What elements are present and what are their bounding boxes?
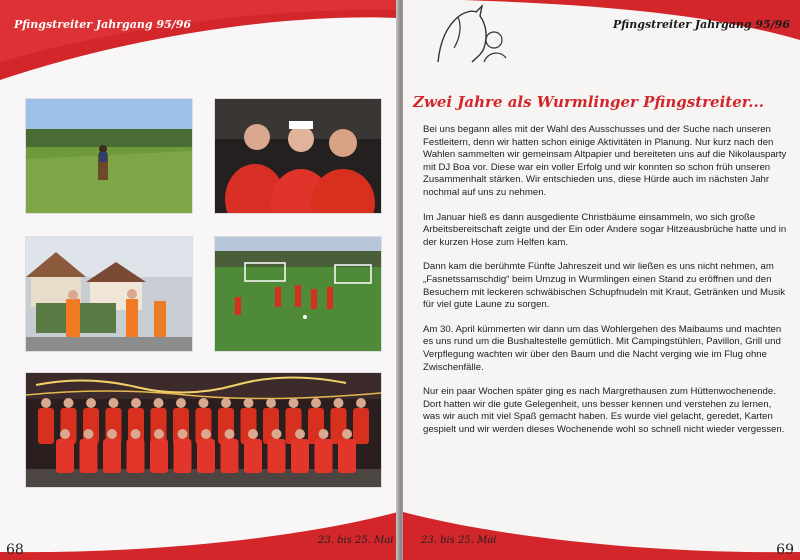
football-field-photo — [214, 236, 382, 352]
paragraph-3: Dann kam die berühmte Fünfte Jahreszeit und wir ließen es uns nicht nehmen, am „Fasnetssamschdig“ beim Umzug in Wurmlingen einen Stand zu eröffnen und den Besuchern mit leckeren schwäbischen Schupfnudeln mit Kraut, Getränken und Musik für viel gute Laune zu sorgen. — [423, 261, 786, 311]
paragraph-1: Bei uns begann alles mit der Wahl des Ausschusses und der Suche nach unseren Festleitern, denn wir hatten schon einige Aktivitäten in Planung. Nur kurz nach den Wahlen sammelten wir gemeinsam Altpapier und bereiteten uns auf die Nikolausparty mit DJ Boa vor. Diese war ein voller Erfolg und wir konnten so schon früh unseren Zusammenhalt stärken. Wir entschieden uns, diese Hürde auch im nächsten Jahr nochmal auf uns zu nehmen. — [423, 124, 787, 198]
paper-collection-trailer-photo — [25, 236, 193, 352]
paragraph-4: Am 30. April kümmerten wir dann um das Wohlergehen des Maibaums und machten es uns rund um die Bushaltestelle gemütlich. Mit Campingstühlen, Pavillon, Grill und Verpflegung wachten wir über den Baum und die Nacht verging wie im Flug ohne Zwischenfälle. — [423, 323, 782, 373]
article-body — [423, 124, 787, 448]
footer-date: 23. bis 25. Mai — [421, 535, 497, 546]
horse-rider-logo-icon — [428, 2, 508, 72]
article-title: Zwei Jahre als Wurmlinger Pfingstreiter... — [413, 93, 764, 111]
page-number: 69 — [776, 542, 794, 558]
top-red-band — [0, 0, 398, 90]
three-men-red-shirts-photo — [214, 98, 382, 214]
left-page — [0, 0, 398, 560]
right-page — [403, 0, 800, 560]
paragraph-2: Im Januar hieß es dann ausgediente Christbäume einsammeln, wo sich große Arbeitsbereitschaft zeigte und der Ein oder Andere sogar Hitzeausbrüche hatte und in der kurzen Hose zum Helfen kam. — [423, 211, 787, 248]
group-photo-evening — [25, 372, 382, 488]
paragraph-5: Nur ein paar Wochen später ging es nach Margrethausen zum Hüttenwochenende. Dort hatten wir die gute Gelegenheit, uns besser kennen und verstehen zu lernen, was wir auch mit viel Spaß gemacht haben. Es wurde viel gelacht, geredet, Karten gespielt und wir werden dieses Wochenende wohl so schnell nicht wieder vergessen. — [423, 386, 785, 435]
footer-date: 23. bis 25. Mai — [318, 535, 394, 546]
page-header: Pfingstreiter Jahrgang 95/96 — [612, 18, 790, 31]
page-header: Pfingstreiter Jahrgang 95/96 — [14, 18, 192, 31]
rider-in-field-photo — [25, 98, 193, 214]
page-number: 68 — [6, 542, 24, 558]
